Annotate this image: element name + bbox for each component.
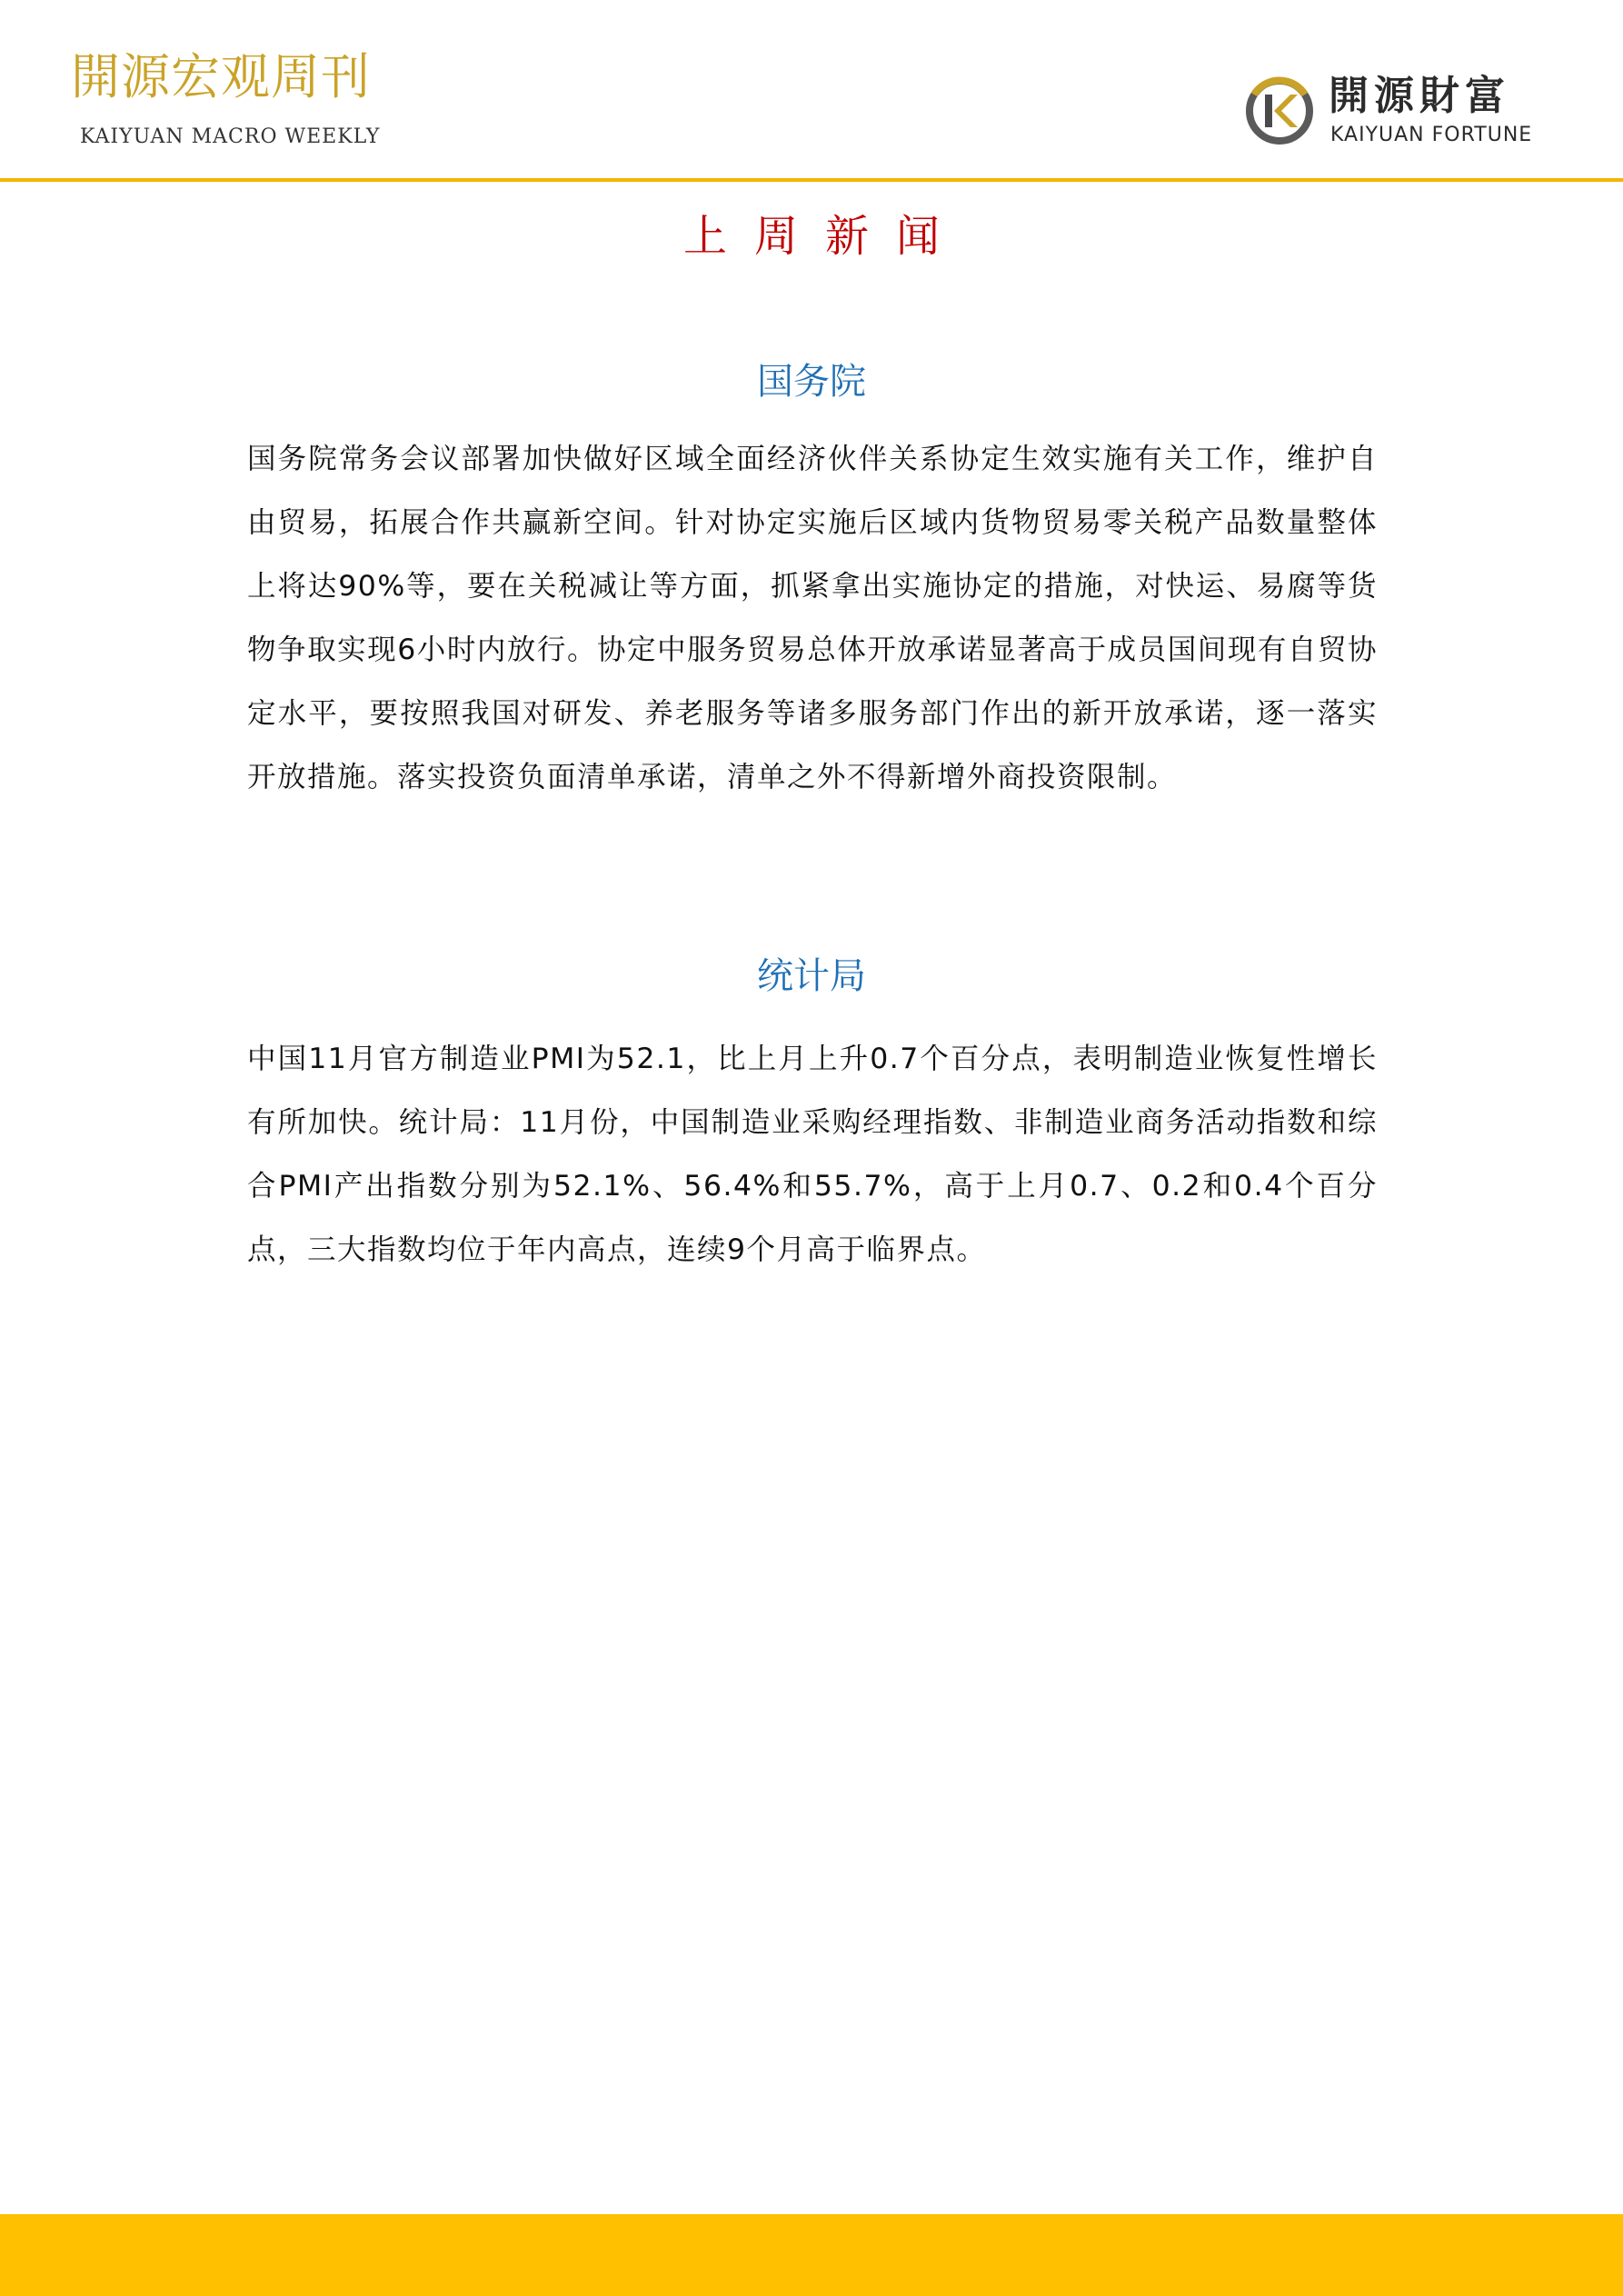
- logo-chinese-name: 開源財富: [1329, 73, 1510, 119]
- section-body-statistics-bureau: 中国11月官方制造业PMI为52.1，比上月上升0.7个百分点，表明制造业恢复性增长有所加快。统计局：11月份，中国制造业采购经理指数、非制造业商务活动指数和综合PMI产出指数分别为52.1%、56.4%和55.7%，高于上月0.7、0.2和0.4个百分点，三大指数均位于年内高点，连续9个月高于临界点。: [247, 1043, 1378, 1266]
- footer-bar: [0, 2214, 1623, 2296]
- section-body-state-council: 国务院常务会议部署加快做好区域全面经济伙伴关系协定生效实施有关工作，维护自由贸易，拓展合作共赢新空间。针对协定实施后区域内货物贸易零关税产品数量整体上将达90%等，要在关税减让等方面，抓紧拿出实施协定的措施，对快运、易腐等货物争取实现6小时内放行。协定中服务贸易总体开放承诺显著高于成员国间现有自贸协定水平，要按照我国对研发、养老服务等诸多服务部门作出的新开放承诺，逐一落实开放措施。落实投资负面清单承诺，清单之外不得新增外商投资限制。: [247, 443, 1378, 794]
- logo-english-name: KAIYUAN FORTUNE: [1330, 124, 1533, 146]
- section-heading-state-council: 国务院: [757, 361, 866, 403]
- kaiyuan-fortune-logo: [1243, 75, 1561, 153]
- header-divider: [0, 178, 1623, 182]
- page-title: 上周新闻: [682, 211, 967, 262]
- page-header: [0, 0, 1623, 178]
- brand-subtitle: KAIYUAN MACRO WEEKLY: [80, 125, 381, 148]
- kaiyuan-fortune-emblem-icon: [1243, 75, 1316, 147]
- brand-title: 開源宏观周刊: [71, 48, 371, 105]
- section-heading-statistics-bureau: 统计局: [757, 955, 866, 997]
